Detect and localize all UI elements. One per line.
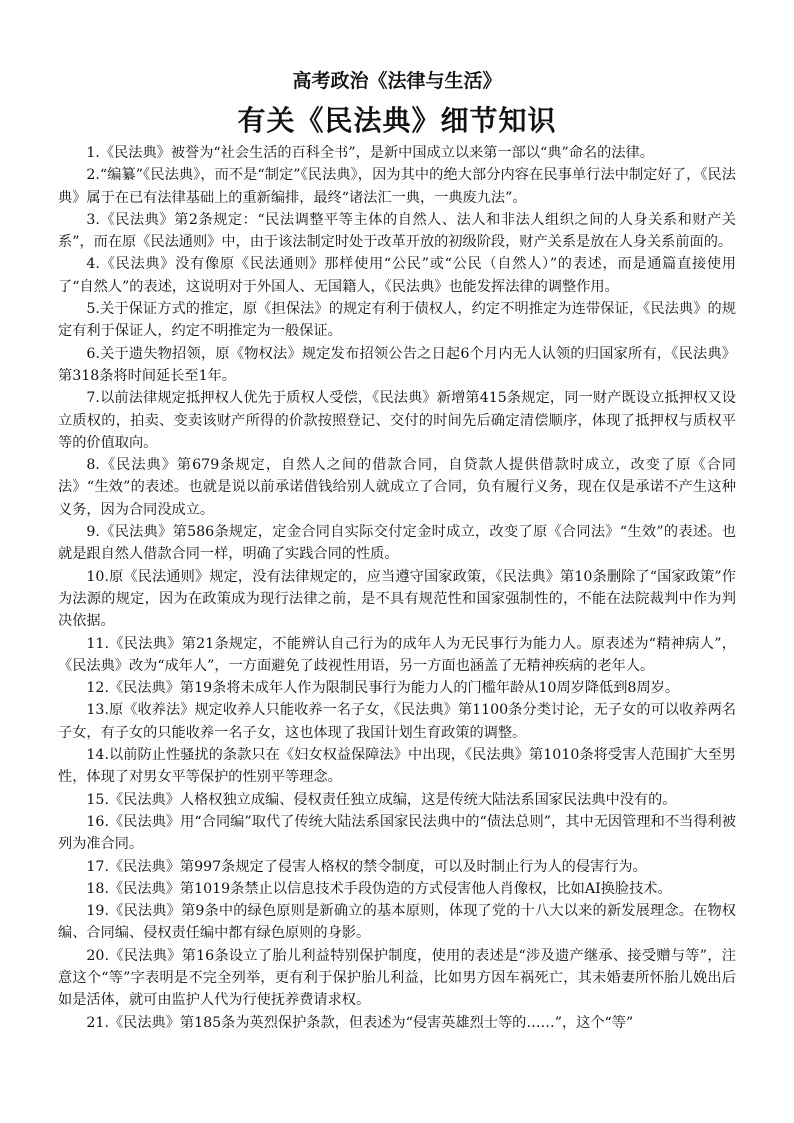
knowledge-point-19: 19.《民法典》第9条中的绿色原则是新确立的基本原则，体现了党的十八大以来的新发展理念。在物权编、合同编、侵权责任编中都有绿色原则的身影。 <box>58 903 736 942</box>
knowledge-point-18: 18.《民法典》第1019条禁止以信息技术手段伪造的方式侵害他人肖像权，比如AI换脸技术。 <box>86 880 672 897</box>
knowledge-point-1: 1.《民法典》被誉为“社会生活的百科全书”，是新中国成立以来第一部以“典”命名的法律。 <box>86 145 654 161</box>
document-subtitle: 高考政治《法律与生活》 <box>292 70 502 92</box>
knowledge-point-9: 9.《民法典》第586条规定，定金合同自实际交付定金时成立，改变了原《合同法》“生效”的表述。也就是跟自然人借款合同一样，明确了实践合同的性质。 <box>58 524 736 563</box>
knowledge-point-list <box>58 142 736 1034</box>
knowledge-point-7: 7.以前法律规定抵押权人优先于质权人受偿，《民法典》新增第415条规定，同一财产既设立抵押权又设立质权的，拍卖、变卖该财产所得的价款按照登记、交付的时间先后确定清偿顺序，体现了抵押权与质权平等的价值取向。 <box>58 390 736 451</box>
knowledge-point-11: 11.《民法典》第21条规定，不能辨认自己行为的成年人为无民事行为能力人。原表述为“精神病人”，《民法典》改为“成年人”，一方面避免了歧视性用语，另一方面也涵盖了无精神疾病的老年人。 <box>58 635 736 674</box>
knowledge-point-10: 10.原《民法通则》规定，没有法律规定的，应当遵守国家政策，《民法典》第10条删除了“国家政策”作为法源的规定，因为在政策成为现行法律之前，是不具有规范性和国家强制性的，不能在法院裁判中作为判决依据。 <box>58 568 736 630</box>
knowledge-point-17: 17.《民法典》第997条规定了侵害人格权的禁令制度，可以及时制止行为人的侵害行为。 <box>86 858 647 875</box>
knowledge-point-13: 13.原《收养法》规定收养人只能收养一名子女，《民法典》第1100条分类讨论，无子女的可以收养两名子女，有子女的只能收养一名子女，这也体现了我国计划生育政策的调整。 <box>58 702 736 741</box>
document-title: 有关《民法典》细节知识 <box>237 104 557 137</box>
knowledge-point-14: 14.以前防止性骚扰的条款只在《妇女权益保障法》中出现，《民法典》第1010条将受害人范围扩大至男性，体现了对男女平等保护的性别平等理念。 <box>58 747 736 786</box>
knowledge-point-20: 20.《民法典》第16条设立了胎儿利益特别保护制度，使用的表述是“涉及遗产继承、接受赠与等”，注意这个“等”字表明是不完全列举，更有利于保护胎儿利益，比如男方因车祸死亡，其未婚妻所怀胎儿娩出后如是活体，就可由监护人代为行使抚养费请求权。 <box>58 947 736 1009</box>
knowledge-point-15: 15.《民法典》人格权独立成编、侵权责任独立成编，这是传统大陆法系国家民法典中没有的。 <box>86 791 677 808</box>
knowledge-point-6: 6.关于遗失物招领，原《物权法》规定发布招领公告之日起6个月内无人认领的归国家所有，《民法典》第318条将时间延长至1年。 <box>58 345 736 384</box>
knowledge-point-21: 21.《民法典》第185条为英烈保护条款，但表述为“侵害英雄烈士等的……”，这个“等” <box>86 1014 634 1031</box>
knowledge-point-2: 2.“编纂”《民法典》，而不是“制定”《民法典》，因为其中的绝大部分内容在民事单行法中制定好了，《民法典》属于在已有法律基础上的重新编排，最终“诸法汇一典，一典废九法”。 <box>58 167 736 206</box>
knowledge-point-3: 3.《民法典》第2条规定：“民法调整平等主体的自然人、法人和非法人组织之间的人身关系和财产关系”，而在原《民法通则》中，由于该法制定时处于改革开放的初级阶段，财产关系是放在人身关系前面的。 <box>58 211 736 251</box>
knowledge-point-5: 5.关于保证方式的推定，原《担保法》的规定有利于债权人，约定不明推定为连带保证，《民法典》的规定有利于保证人，约定不明推定为一般保证。 <box>58 301 736 340</box>
knowledge-point-16: 16.《民法典》用“合同编”取代了传统大陆法系国家民法典中的“债法总则”，其中无因管理和不当得利被列为准合同。 <box>58 813 736 853</box>
knowledge-point-8: 8.《民法典》第679条规定，自然人之间的借款合同，自贷款人提供借款时成立，改变了原《合同法》“生效”的表述。也就是说以前承诺借钱给别人就成立了合同，负有履行义务，现在仅是承诺不产生这种义务，因为合同没成立。 <box>58 457 736 518</box>
knowledge-point-12: 12.《民法典》第19条将未成年人作为限制民事行为能力人的门槛年龄从10周岁降低到8周岁。 <box>86 680 680 697</box>
knowledge-point-4: 4.《民法典》没有像原《民法通则》那样使用“公民”或“公民（自然人）”的表述，而是通篇直接使用了“自然人”的表述，这说明对于外国人、无国籍人，《民法典》也能发挥法律的调整作用。 <box>58 256 736 295</box>
